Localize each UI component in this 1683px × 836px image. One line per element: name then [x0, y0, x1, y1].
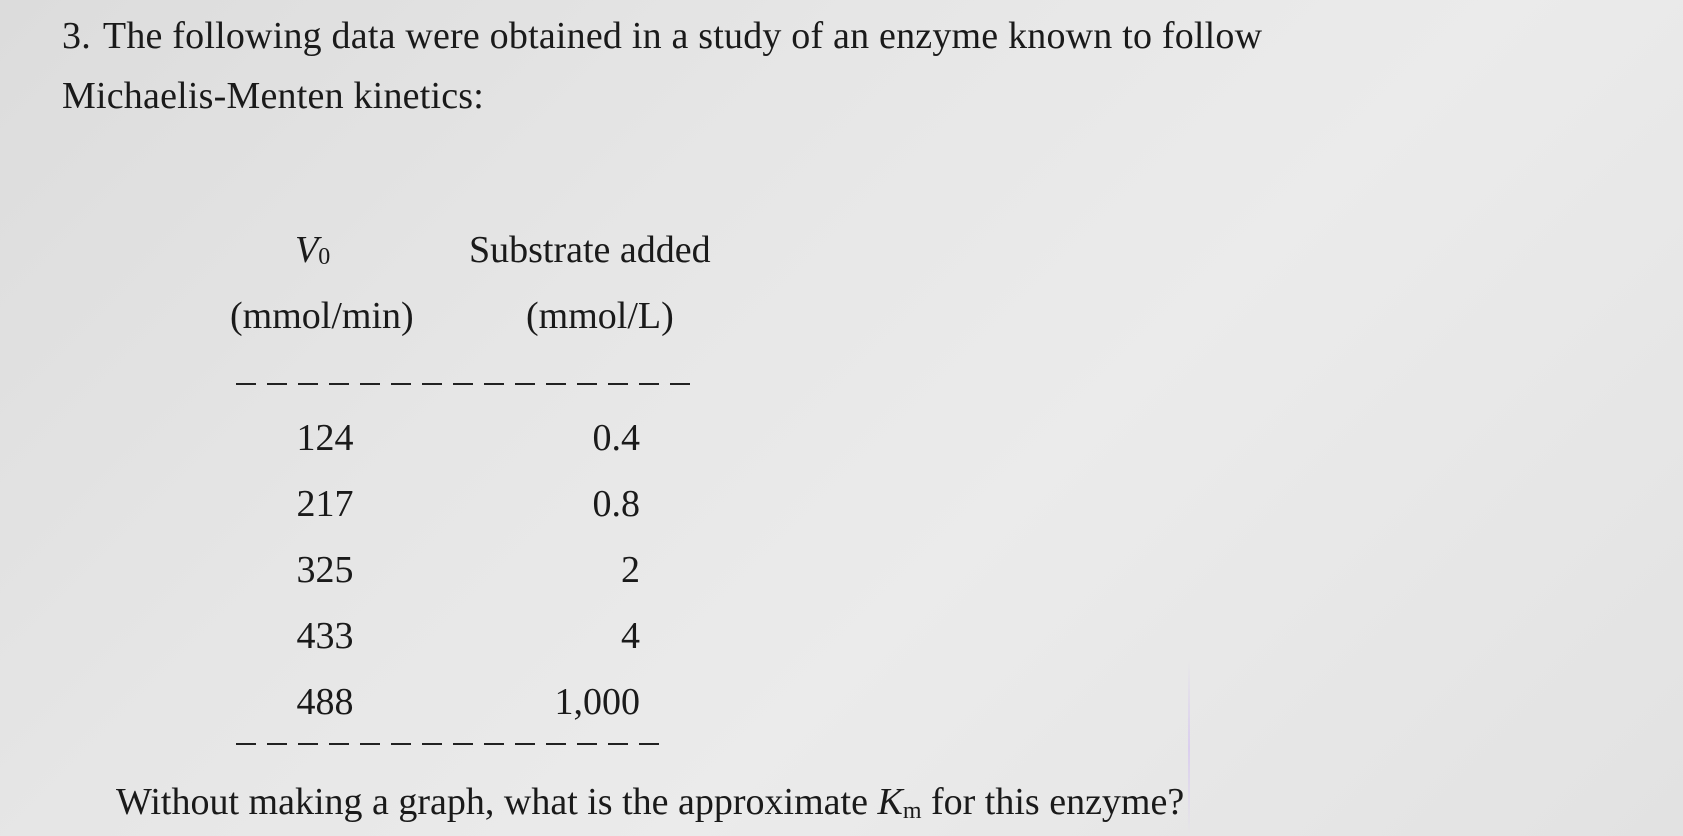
rule-dash: [608, 383, 628, 385]
rule-dash: [484, 383, 504, 385]
table-cell-substrate: 2: [621, 549, 640, 591]
v0-subscript: 0: [318, 244, 331, 270]
rule-dash: [329, 743, 349, 745]
rule-dash: [267, 383, 287, 385]
rule-dash: [391, 743, 411, 745]
question-number: 3.: [62, 15, 91, 57]
rule-dash: [267, 743, 287, 745]
table-top-rule: [236, 383, 690, 385]
rule-dash: [515, 743, 535, 745]
table-bottom-rule: [236, 743, 659, 745]
table-cell-v0: 433: [296, 615, 354, 657]
v0-symbol: V: [295, 229, 319, 271]
col2-header-unit: (mmol/L): [526, 295, 674, 337]
rule-dash: [236, 383, 256, 385]
table-cell-substrate: 0.8: [592, 483, 640, 525]
question-line-2: Michaelis-Menten kinetics:: [62, 75, 485, 117]
rule-dash: [639, 383, 659, 385]
col2-header: Substrate added: [469, 229, 711, 271]
rule-dash: [670, 383, 690, 385]
followup-prefix: Without making a graph, what is the approximate: [116, 781, 878, 823]
table-cell-v0: 217: [296, 483, 354, 525]
table-cell-substrate: 0.4: [592, 417, 640, 459]
rule-dash: [329, 383, 349, 385]
col1-header-unit: (mmol/min): [230, 295, 414, 337]
table-cell-substrate: 1,000: [554, 681, 640, 723]
table-cell-substrate: 4: [621, 615, 640, 657]
rule-dash: [577, 743, 597, 745]
rule-dash: [236, 743, 256, 745]
followup-suffix: for this enzyme?: [921, 781, 1185, 823]
km-symbol: K: [877, 781, 903, 823]
table-cell-v0: 325: [296, 549, 354, 591]
km-subscript: m: [902, 798, 922, 824]
rule-dash: [298, 383, 318, 385]
rule-dash: [546, 383, 566, 385]
rule-dash: [546, 743, 566, 745]
table-cell-v0: 124: [296, 417, 354, 459]
rule-dash: [360, 383, 380, 385]
screen-glare: [1188, 660, 1190, 836]
followup-question: [116, 780, 1184, 824]
rule-dash: [391, 383, 411, 385]
rule-dash: [453, 383, 473, 385]
rule-dash: [453, 743, 473, 745]
rule-dash: [484, 743, 504, 745]
rule-dash: [360, 743, 380, 745]
rule-dash: [608, 743, 628, 745]
rule-dash: [639, 743, 659, 745]
question-line-1: [62, 14, 1262, 58]
rule-dash: [422, 743, 442, 745]
rule-dash: [298, 743, 318, 745]
table-cell-v0: 488: [296, 681, 354, 723]
rule-dash: [515, 383, 535, 385]
col1-header: [295, 228, 330, 272]
question-text-line-1: The following data were obtained in a study of an enzyme known to follow: [102, 15, 1263, 57]
rule-dash: [422, 383, 442, 385]
rule-dash: [577, 383, 597, 385]
